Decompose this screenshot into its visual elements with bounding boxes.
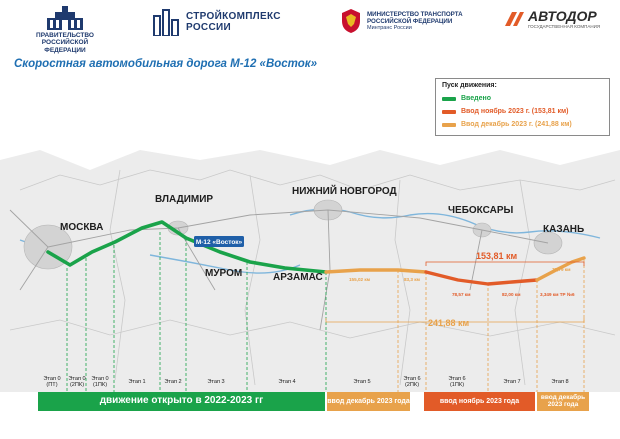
city-label-vladimir: ВЛАДИМИР xyxy=(155,194,214,205)
status-bar-open: движение открыто в 2022-2023 гг xyxy=(38,392,325,411)
avtodor-sub: ГОСУДАРСТВЕННАЯ КОМПАНИЯ xyxy=(528,24,601,30)
logo-strip xyxy=(0,0,620,56)
measure-seg-a: 155,02 км xyxy=(349,277,371,282)
government-building-icon xyxy=(45,6,85,32)
legend-swatch-open xyxy=(442,97,456,101)
stage-label: Этап 6 (2ПК) xyxy=(403,376,421,388)
stage-label: Этап 6 (1ПК) xyxy=(448,376,466,388)
stage-label: Этап 7 xyxy=(503,379,521,385)
measure-nov-km: 153,81 км xyxy=(476,251,518,261)
legend-item-nov xyxy=(442,105,603,118)
stage-label: Этап 0 (1ПК) xyxy=(91,376,109,388)
stroykompleks-logo-text xyxy=(186,11,281,34)
mintrans-line2: РОССИЙСКОЙ ФЕДЕРАЦИИ xyxy=(367,17,453,25)
avtodor-name: АВТОДОР xyxy=(528,8,597,24)
skyscraper-icon xyxy=(152,8,180,36)
avtodor-road-icon xyxy=(503,11,525,27)
legend-title: Пуск движения: xyxy=(442,82,497,89)
city-label-nizhny: НИЖНИЙ НОВГОРОД xyxy=(292,186,397,197)
mintrans-line1: МИНИСТЕРСТВО ТРАНСПОРТА xyxy=(367,10,463,18)
stage-label: Этап 0 (2ПК) xyxy=(68,376,86,388)
status-bar-dec-a: ввод декабрь 2023 года xyxy=(327,392,410,411)
status-bar-dec-b: ввод декабрь 2023 года xyxy=(537,392,589,411)
stage-label: Этап 1 xyxy=(128,379,146,385)
status-bar-nov: ввод ноябрь 2023 года xyxy=(424,392,535,411)
measure-seg-f: 72,79 км xyxy=(552,267,571,272)
city-label-arzamas: АРЗАМАС xyxy=(273,272,323,283)
stroy-line2: РОССИИ xyxy=(186,22,231,33)
mintrans-logo xyxy=(340,8,463,34)
city-label-cheboksary: ЧЕБОКСАРЫ xyxy=(448,205,514,216)
government-logo-text xyxy=(22,32,108,54)
avtodor-logo xyxy=(503,8,600,29)
gov-line1: ПРАВИТЕЛЬСТВО xyxy=(36,32,94,39)
avtodor-logo-text xyxy=(528,8,600,29)
stage-label: Этап 4 xyxy=(278,379,296,385)
measure-seg-d: 82,00 км xyxy=(502,292,521,297)
government-logo xyxy=(22,6,108,54)
measure-seg-b: 83,3 км xyxy=(404,277,420,282)
mintrans-logo-text xyxy=(367,11,463,32)
measure-seg-e: 3,349 км ТР №6 xyxy=(540,292,575,297)
city-label-moscow: МОСКВА xyxy=(60,222,104,233)
city-label-kazan: КАЗАНЬ xyxy=(543,224,585,235)
city-label-murom: МУРОМ xyxy=(205,268,243,279)
gov-line2: РОССИЙСКОЙ ФЕДЕРАЦИИ xyxy=(41,39,89,54)
mintrans-line3: Минтранс России xyxy=(367,24,412,31)
coat-of-arms-icon xyxy=(340,8,362,34)
legend-swatch-nov xyxy=(442,110,456,114)
legend-item-dec xyxy=(442,118,603,131)
stage-label: Этап 3 xyxy=(207,379,225,385)
legend-item-open xyxy=(442,92,603,105)
road-badge: М-12 «Восток» xyxy=(195,239,243,247)
stroy-line1: СТРОЙКОМПЛЕКС xyxy=(186,10,281,22)
page-title: Скоростная автомобильная дорога М-12 «Восток» xyxy=(14,58,317,70)
stage-label: Этап 8 xyxy=(551,379,569,385)
measure-seg-c: 78,57 км xyxy=(452,292,471,297)
stroykompleks-logo xyxy=(152,8,281,36)
legend-label-nov: Ввод ноябрь 2023 г. (153,81 км) xyxy=(461,108,569,115)
legend-label-dec: Ввод декабрь 2023 г. (241,88 км) xyxy=(461,121,572,128)
legend xyxy=(435,78,610,136)
legend-label-open: Введено xyxy=(461,95,491,102)
stage-label: Этап 0 (ПТ) xyxy=(43,376,61,388)
legend-swatch-dec xyxy=(442,123,456,127)
stage-label: Этап 5 xyxy=(353,379,371,385)
route-dec-segment-a xyxy=(326,270,426,272)
stage-label: Этап 2 xyxy=(164,379,182,385)
measure-dec-km: 241,88 км xyxy=(428,318,470,328)
